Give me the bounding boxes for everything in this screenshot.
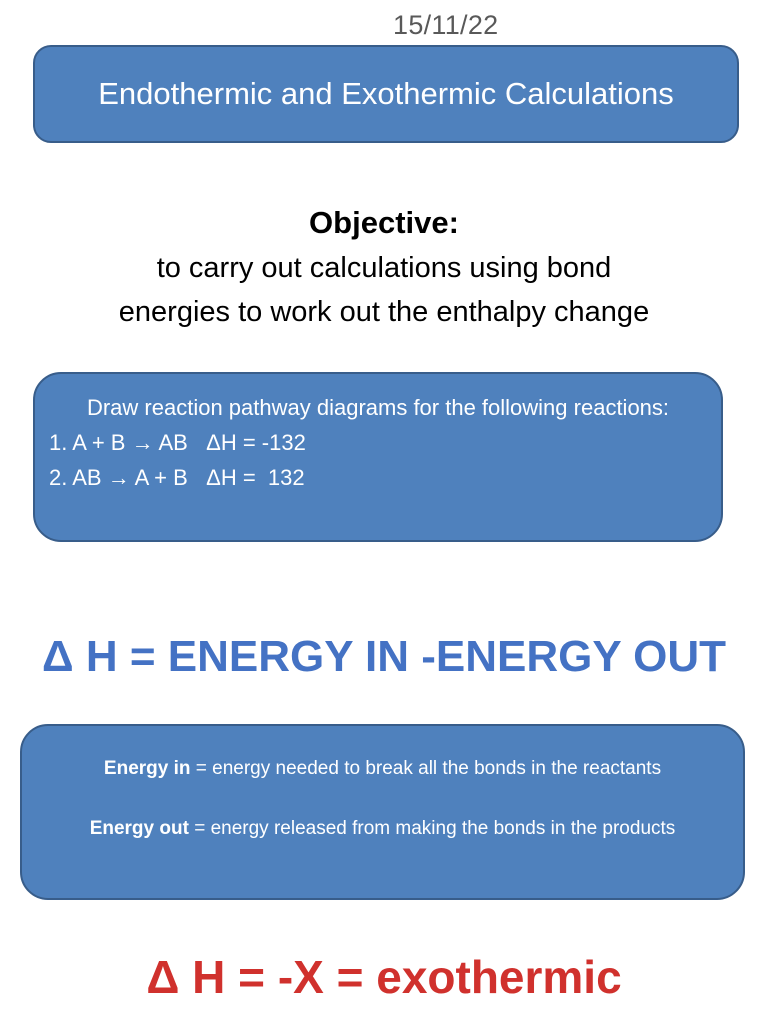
task-box <box>33 372 723 542</box>
exothermic-rule: Δ H = -X = exothermic <box>146 951 622 1003</box>
page-title: Endothermic and Exothermic Calculations <box>98 76 674 111</box>
energy-out-definition <box>32 814 733 844</box>
task-item-1: 1. A + B → AB ΔH = -132 <box>49 430 306 455</box>
energy-in-definition <box>32 754 733 784</box>
title-banner <box>33 45 739 143</box>
energy-in-term: Energy in <box>103 758 191 779</box>
task-item-2: 2. AB → A + B ΔH = 132 <box>49 465 305 490</box>
energy-out-term: Energy out <box>89 818 189 839</box>
definitions-box <box>20 724 745 900</box>
date-label: 15/11/22 <box>393 10 499 40</box>
energy-out-text: = energy released from making the bonds in the products <box>188 818 676 839</box>
objective-section <box>0 200 768 334</box>
objective-line-2: energies to work out the enthalpy change <box>118 296 650 328</box>
task-instruction: Draw reaction pathway diagrams for the following reactions: <box>86 395 670 420</box>
enthalpy-equation: Δ H = ENERGY IN -ENERGY OUT <box>41 632 727 681</box>
objective-heading: Objective: <box>309 205 459 240</box>
energy-in-text: = energy needed to break all the bonds in the reactants <box>190 758 662 779</box>
definition-spacer <box>32 784 733 814</box>
objective-line-1: to carry out calculations using bond <box>156 252 612 284</box>
